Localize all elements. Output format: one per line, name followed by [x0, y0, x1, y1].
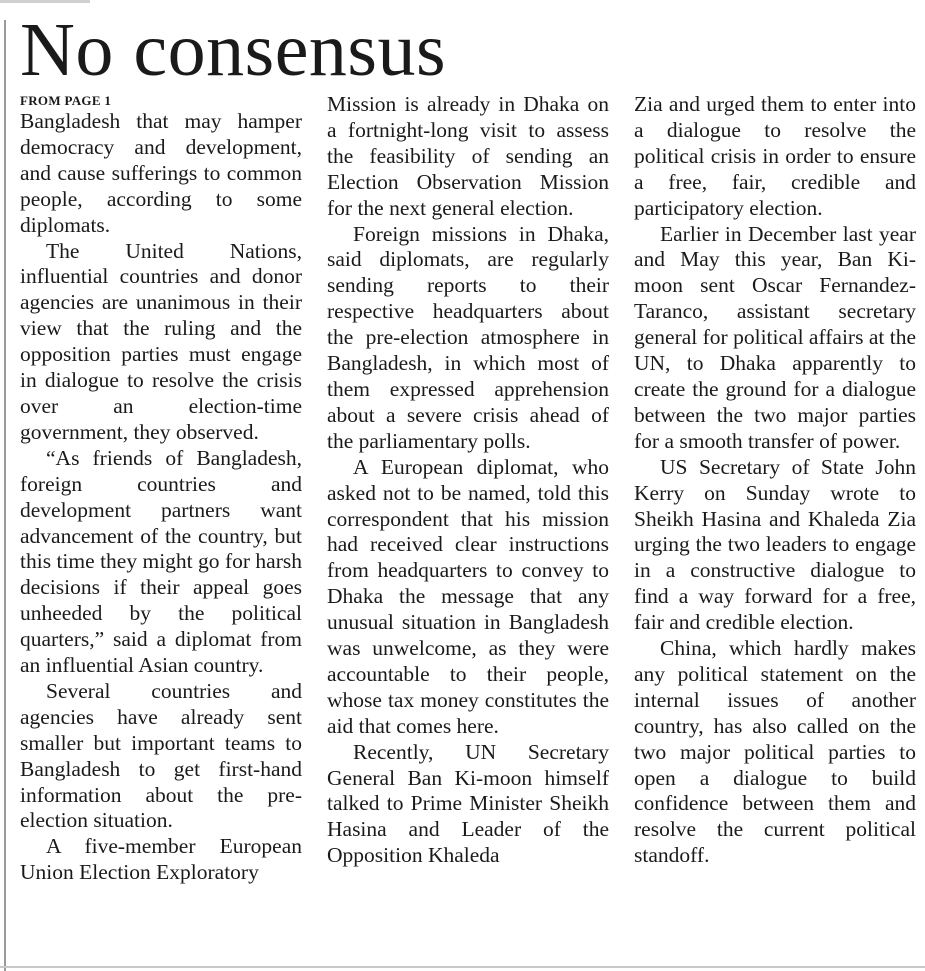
paragraph: Foreign missions in Dhaka, said diplomats, are regularly sending reports to their respective headquarters about the pre-election atmosphere in Bangladesh, in which most of them expressed apprehension about a severe crisis ahead of the parliamentary polls.	[327, 221, 609, 453]
paragraph: Earlier in December last year and May this year, Ban Ki-moon sent Oscar Fernandez-Taranco, assistant secretary general for political affairs at the UN, to Dhaka apparently to create the ground for a dialogue between the two major parties for a smooth transfer of power.	[634, 221, 916, 453]
column-border-left	[4, 20, 6, 971]
column-3	[634, 92, 916, 869]
paragraph: Mission is already in Dhaka on a fortnight-long visit to assess the feasibility of sending an Election Observation Mission for the next general election.	[327, 92, 609, 220]
paragraph: China, which hardly makes any political statement on the internal issues of another country, has also called on the two major political parties to open a dialogue to build confidence between them and resolve the current political standoff.	[634, 636, 916, 868]
paragraph: US Secretary of State John Kerry on Sunday wrote to Sheikh Hasina and Khaleda Zia urging the two leaders to engage in a constructive dialogue to find a way forward for a free, fair and credible election.	[634, 454, 916, 635]
kicker: FROM PAGE 1	[20, 93, 112, 108]
bottom-rule	[0, 966, 925, 968]
paragraph: “As friends of Bangladesh, foreign countries and development partners want advancement of the country, but this time they might go for harsh decisions if their appeal goes unheeded by the political quarters,” said a diplomat from an influential Asian country.	[20, 445, 302, 678]
column-1	[20, 92, 302, 886]
paragraph: The United Nations, influential countries and donor agencies are unanimous in their view that the ruling and the opposition parties must engage in dialogue to resolve the crisis over an election-time government, they observed.	[20, 238, 302, 444]
paragraph: Several countries and agencies have already sent smaller but important teams to Bangladesh to get first-hand information about the pre-election situation.	[20, 678, 302, 833]
paragraph: Bangladesh that may hamper democracy and development, and cause sufferings to common people, according to some diplomats.	[20, 109, 302, 237]
column-2	[327, 92, 609, 869]
top-rule	[0, 0, 90, 3]
paragraph: Recently, UN Secretary General Ban Ki-moon himself talked to Prime Minister Sheikh Hasina and Leader of the Opposition Khaleda	[327, 739, 609, 868]
paragraph: A European diplomat, who asked not to be named, told this correspondent that his mission had received clear instructions from headquarters to convey to Dhaka the message that any unusual situation in Bangladesh was unwelcome, as they were accountable to their people, whose tax money constitutes the aid that comes here.	[327, 454, 609, 738]
paragraph: Zia and urged them to enter into a dialogue to resolve the political crisis in order to ensure a free, fair, credible and participatory election.	[634, 92, 916, 220]
paragraph: A five-member European Union Election Exploratory	[20, 834, 302, 885]
headline: No consensus	[20, 8, 447, 92]
